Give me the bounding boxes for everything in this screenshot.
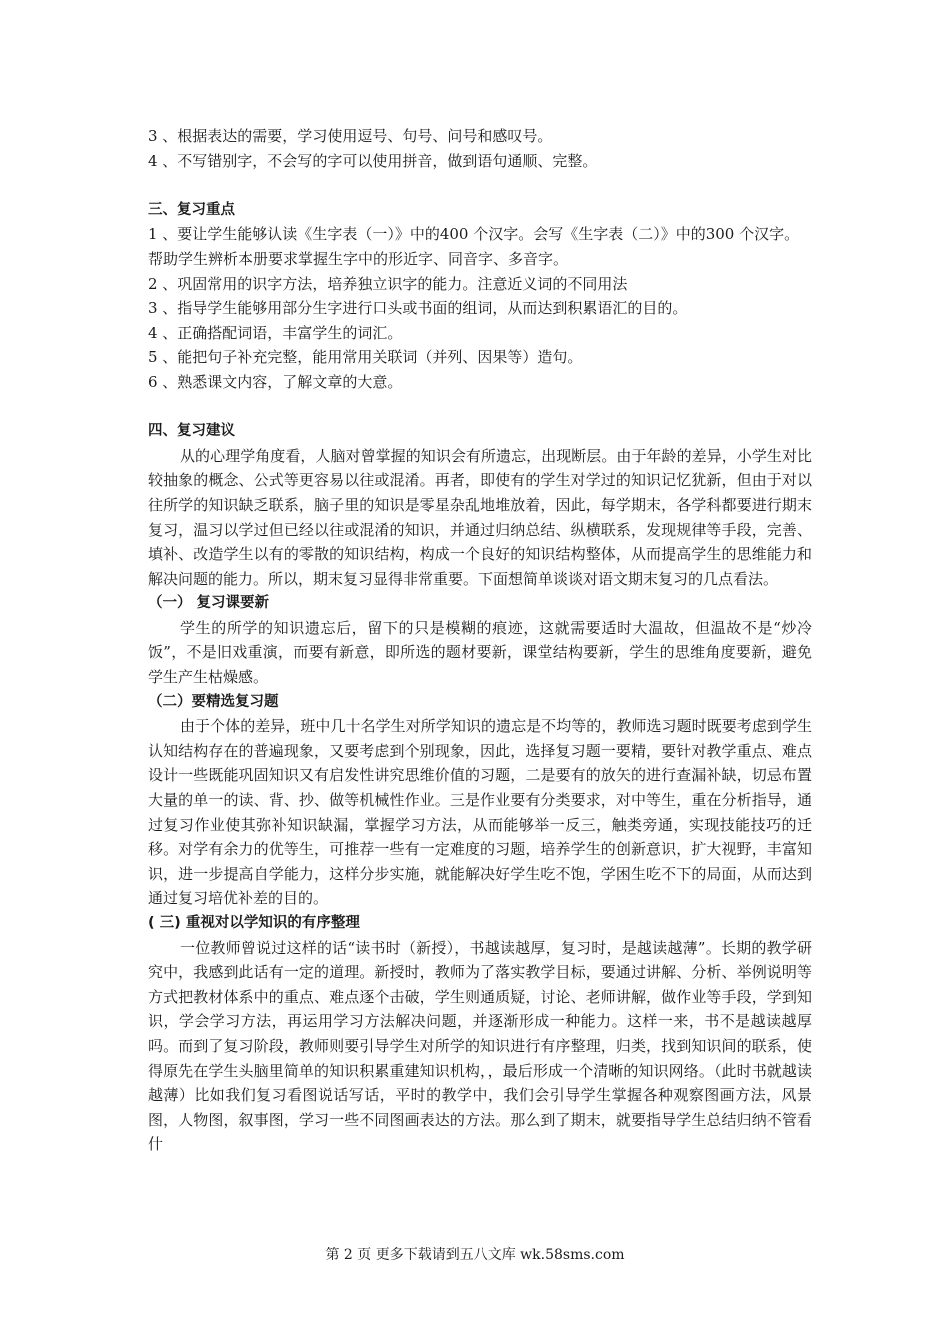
subheading-2: （二）要精选复习题 bbox=[148, 693, 279, 710]
list-item: 2 、巩固常用的识字方法，培养独立识字的能力。注意近义词的不同用法 bbox=[148, 274, 628, 293]
spacer bbox=[148, 173, 812, 198]
list-item: 4 、正确搭配词语，丰富学生的词汇。 bbox=[148, 323, 403, 342]
list-item: 1 、要让学生能够认读《生字表（一）》中的400 个汉字。会写《生字表（二）》中的300 个汉字。帮助学生辨析本册要求掌握生字中的形近字、同音字、多音字。 bbox=[148, 225, 800, 268]
paragraph-2: 由于个体的差异，班中几十名学生对所学知识的遗忘是不均等的，教师选习题时既要考虑到学生认知结构存在的普遍现象，又要考虑到个别现象，因此，选择复习题一要精，要针对教学重点、难点设计一些既能巩固知识又有启发性讲究思维价值的习题，二是要有的放矢的进行查漏补缺，切忌布置大量的单一的读、背、抄、做等机械性作业。三是作业要有分类要求，对中等生，重在分析指导，通过复习作业使其弥补知识缺漏，掌握学习方法，从而能够举一反三，触类旁通，实现技能技巧的迁移。对学有余力的优等生，可推荐一些有一定难度的习题，培养学生的创新意识，扩大视野，丰富知识，进一步提高自学能力，这样分步实施，就能解决好学生吃不饱，学困生吃不下的局面，从而达到通过复习培优补差的目的。 bbox=[148, 717, 812, 908]
section-heading-review-advice: 四、复习建议 bbox=[148, 423, 235, 440]
page-footer: 第 2 页 更多下载请到五八文库 wk.58sms.com bbox=[325, 1247, 625, 1263]
list-item: 6 、熟悉课文内容，了解文章的大意。 bbox=[148, 372, 403, 391]
subheading-1: （一） 复习课要新 bbox=[148, 595, 270, 612]
list-item: 3 、指导学生能够用部分生字进行口头或书面的组词，从而达到积累语汇的目的。 bbox=[148, 299, 688, 318]
list-item: 5 、能把句子补充完整，能用常用关联词（并列、因果等）造句。 bbox=[148, 348, 583, 367]
subheading-3: ( 三) 重视对以学知识的有序整理 bbox=[148, 915, 360, 931]
list-item: 3 、根据表达的需要，学习使用逗号、句号、问号和感叹号。 bbox=[148, 127, 553, 145]
paragraph-1: 学生的所学的知识遗忘后，留下的只是模糊的痕迹，这就需要适时大温故，但温故不是“炒冷饭”，不是旧戏重演，而要有新意，即所选的题材要新，课堂结构要新，学生的思维角度要新，避免学生产生枯燥感。 bbox=[148, 618, 812, 687]
paragraph-3: 一位教师曾说过这样的话“读书时（新授），书越读越厚，复习时，是越读越薄”。长期的教学研究中，我感到此话有一定的道理。新授时，教师为了落实教学目标，要通过讲解、分析、举例说明等方式把教材体系中的重点、难点逐个击破，学生则通质疑，讨论、老师讲解，做作业等手段，学到知识，学会学习方法，再运用学习方法解决问题，并逐渐形成一种能力。这样一来，书不是越读越厚吗。而到了复习阶段，教师则要引导学生对所学的知识进行有序整理，归类，找到知识间的联系，使得原先在学生头脑里简单的知识积累重建知识机构，，最后形成一个清晰的知识网络。（此时书就越读越薄）比如我们复习看图说话写话，平时的教学中，我们会引导学生掌握各种观察图画方法，风景图，人物图，叙事图，学习一些不同图画表达的方法。那么到了期末，就要指导学生总结归纳不管看什 bbox=[148, 938, 812, 1154]
spacer bbox=[148, 395, 812, 420]
list-item: 4 、不写错别字，不会写的字可以使用拼音，做到语句通顺、完整。 bbox=[148, 151, 598, 170]
section-heading-review-focus: 三、复习重点 bbox=[148, 201, 235, 218]
page-content bbox=[148, 124, 812, 1157]
paragraph-intro: 从的心理学角度看，人脑对曾掌握的知识会有所遗忘，出现断层。由于年龄的差异，小学生对比较抽象的概念、公式等更容易以往或混淆。再者，即使有的学生对学过的知识记忆犹新，但由于对以往所学的知识缺乏联系，脑子里的知识是零星杂乱地堆放着，因此，每学期末，各学科都要进行期末复习，温习以学过但已经以往或混淆的知识，并通过归纳总结、纵横联系，发现规律等手段，完善、填补、改造学生以有的零散的知识结构，构成一个良好的知识结构整体，从而提高学生的思维能力和解决问题的能力。所以，期末复习显得非常重要。下面想简单谈谈对语文期末复习的几点看法。 bbox=[148, 446, 812, 588]
